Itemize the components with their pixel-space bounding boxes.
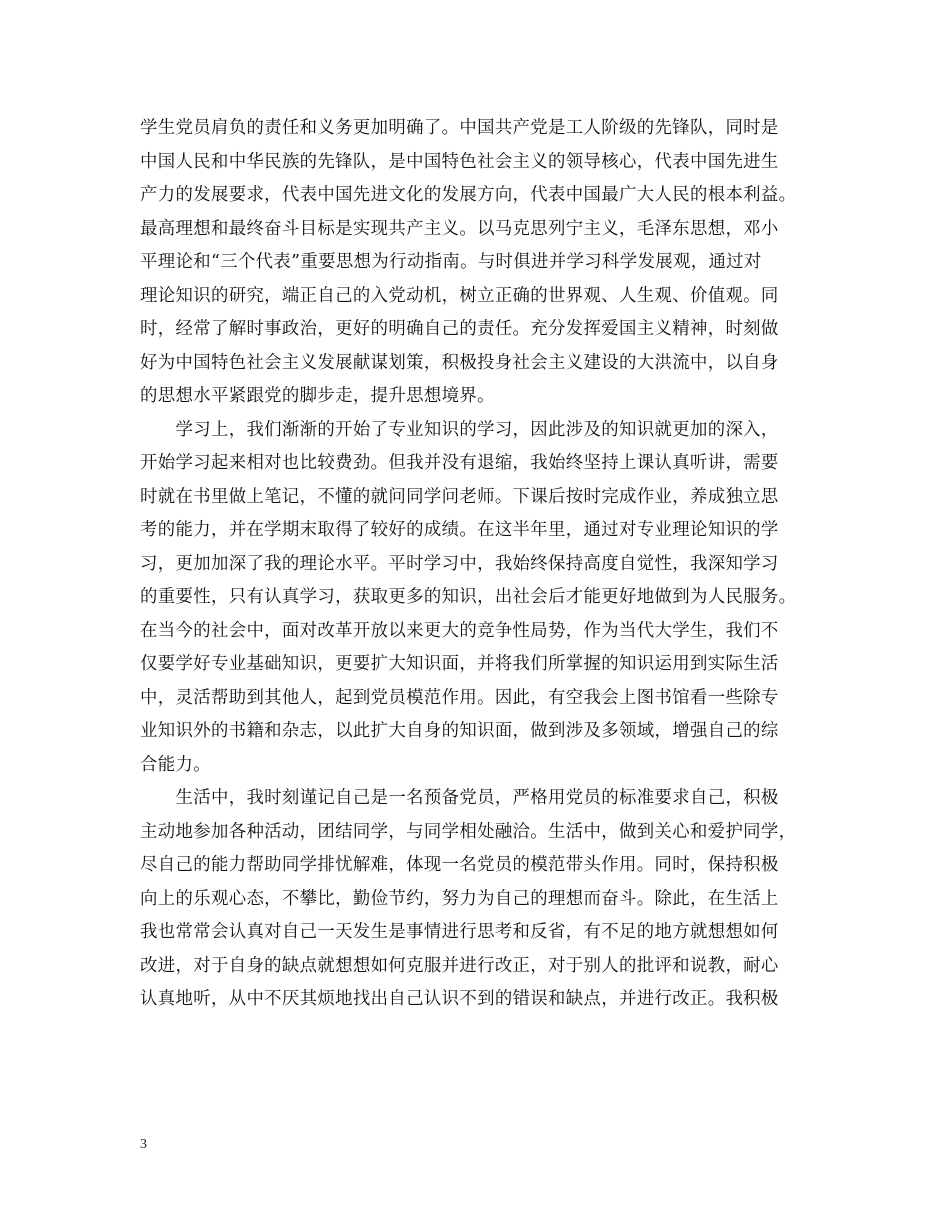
text-line: 在当今的社会中，面对改革开放以来更大的竞争性局势，作为当代大学生，我们不 <box>140 620 779 641</box>
text-line: 业知识外的书籍和杂志，以此扩大自身的知识面，做到涉及多领域，增强自己的综 <box>140 721 779 741</box>
text-line: 最高理想和最终奋斗目标是实现共产主义。以马克思列宁主义，毛泽东思想，邓小 <box>140 218 779 239</box>
text-line: 向上的乐观心态，不攀比，勤俭节约，努力为自己的理想而奋斗。除此，在生活上 <box>140 888 779 909</box>
text-line: 理论知识的研究，端正自己的入党动机，树立正确的世界观、人生观、价值观。同 <box>140 285 779 306</box>
text-line: 时就在书里做上笔记，不懂的就问同学问老师。下课后按时完成作业，养成独立思 <box>140 486 779 507</box>
text-line: 学生党员肩负的责任和义务更加明确了。中国共产党是工人阶级的先锋队，同时是 <box>140 118 779 138</box>
text-line: 生活中，我时刻谨记自己是一名预备党员，严格用党员的标准要求自己，积极 <box>140 788 779 808</box>
text-line: 中，灵活帮助到其他人，起到党员模范作用。因此，有空我会上图书馆看一些除专 <box>140 687 779 708</box>
text-line: 产力的发展要求，代表中国先进文化的发展方向，代表中国最广大人民的根本利益。 <box>140 185 797 205</box>
text-line: 的重要性，只有认真学习，获取更多的知识，出社会后才能更好地做到为人民服务。 <box>140 587 797 607</box>
text-line: 认真地听，从中不厌其烦地找出自己认识不到的错误和缺点，并进行改正。我积极 <box>140 989 779 1009</box>
text-line: 合能力。 <box>140 754 211 775</box>
text-line: 开始学习起来相对也比较费劲。但我并没有退缩，我始终坚持上课认真听讲，需要 <box>140 453 779 473</box>
text-line: 平理论和“三个代表”重要思想为行动指南。与时俱进并学习科学发展观，通过对 <box>140 252 762 272</box>
text-line: 主动地参加各种活动，团结同学，与同学相处融洽。生活中，做到关心和爱护同学， <box>140 821 797 842</box>
text-line: 我也常常会认真对自己一天发生是事情进行思考和反省，有不足的地方就想想如何 <box>140 922 779 942</box>
text-line: 的思想水平紧跟党的脚步走，提升思想境界。 <box>140 386 495 406</box>
text-line: 时，经常了解时事政治，更好的明确自己的责任。充分发挥爱国主义精神，时刻做 <box>140 319 779 339</box>
text-line: 尽自己的能力帮助同学排忧解难，体现一名党员的模范带头作用。同时，保持积极 <box>140 855 779 875</box>
text-line: 好为中国特色社会主义发展献谋划策，积极投身社会主义建设的大洪流中，以自身 <box>140 352 779 373</box>
text-line: 仅要学好专业基础知识，更要扩大知识面，并将我们所掌握的知识运用到实际生活 <box>140 654 779 674</box>
text-line: 中国人民和中华民族的先锋队，是中国特色社会主义的领导核心，代表中国先进生 <box>140 151 779 172</box>
document-body <box>140 112 830 1017</box>
text-line: 学习上，我们渐渐的开始了专业知识的学习，因此涉及的知识就更加的深入， <box>140 419 779 440</box>
page-number: 3 <box>140 1137 147 1152</box>
text-line: 考的能力，并在学期末取得了较好的成绩。在这半年里，通过对专业理论知识的学 <box>140 520 779 540</box>
text-line: 习，更加加深了我的理论水平。平时学习中，我始终保持高度自觉性，我深知学习 <box>140 553 779 574</box>
text-line: 改进，对于自身的缺点就想想如何克服并进行改正，对于别人的批评和说教，耐心 <box>140 955 779 976</box>
